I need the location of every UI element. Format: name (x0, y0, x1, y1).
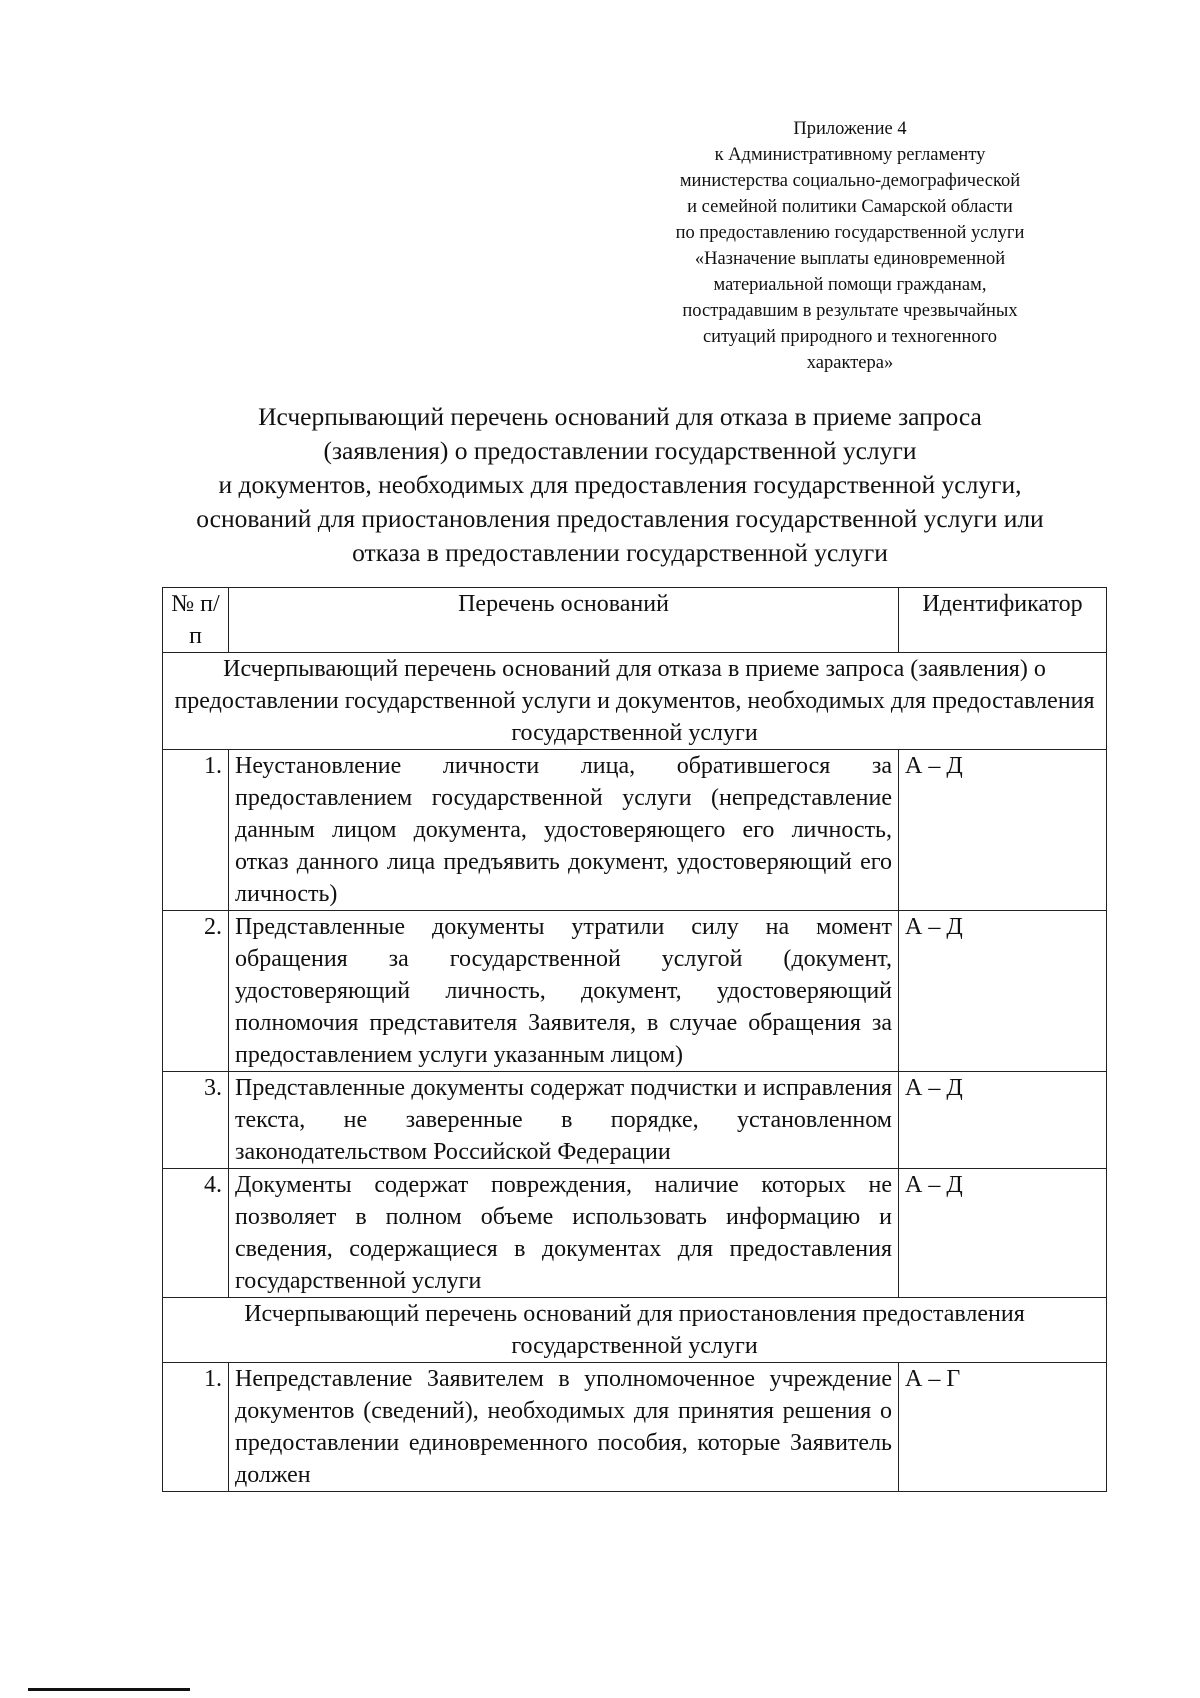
appendix-line: материальной помощи гражданам, (713, 275, 987, 295)
table-row (163, 750, 1107, 911)
table-row (163, 1363, 1107, 1492)
row-ground-text: Неустановление личности лица, обратившегося за предоставлением государственной услуги (непредставление данным лицом документа, удостоверяющего его личность, отказ данного лица предъявить документ, удостоверяющий его личность) (229, 750, 899, 911)
table-row (163, 911, 1107, 1072)
row-number: 2. (163, 911, 229, 1072)
title-line: (заявления) о предоставлении государственной услуги (323, 436, 917, 465)
title-line: отказа в предоставлении государственной услуги (352, 538, 888, 567)
document-title (140, 400, 1100, 570)
row-identifier: А – Г (899, 1363, 1107, 1492)
appendix-line: и семейной политики Самарской области (687, 197, 1013, 217)
title-line: оснований для приостановления предоставления государственной услуги или (196, 504, 1044, 533)
appendix-line: Приложение 4 (793, 119, 907, 139)
row-ground-text: Представленные документы утратили силу на момент обращения за государственной услугой (документ, удостоверяющий личность, документ, удостоверяющий полномочия представителя Заявителя, в случае обращения за предоставлением услуги указанным лицом) (229, 911, 899, 1072)
row-ground-text: Представленные документы содержат подчистки и исправления текста, не заверенные в порядке, установленном законодательством Российской Федерации (229, 1072, 899, 1169)
title-line: Исчерпывающий перечень оснований для отказа в приеме запроса (258, 402, 982, 431)
row-ground-text: Непредставление Заявителем в уполномоченное учреждение документов (сведений), необходимых для принятия решения о предоставлении единовременного пособия, которые Заявитель должен (229, 1363, 899, 1492)
appendix-line: характера» (806, 353, 894, 373)
section-title-refusal-acceptance: Исчерпывающий перечень оснований для отказа в приеме запроса (заявления) о предоставлении государственной услуги и документов, необходимых для предоставления государственной услуги (163, 653, 1107, 750)
section-title-suspension: Исчерпывающий перечень оснований для приостановления предоставления государственной услуги (163, 1298, 1107, 1363)
row-number: 3. (163, 1072, 229, 1169)
title-line: и документов, необходимых для предоставления государственной услуги, (218, 470, 1022, 499)
table-row (163, 1072, 1107, 1169)
row-number: 1. (163, 750, 229, 911)
appendix-line: министерства социально-демографической (679, 171, 1021, 191)
row-ground-text: Документы содержат повреждения, наличие которых не позволяет в полном объеме использовать информацию и сведения, содержащиеся в документах для предоставления государственной услуги (229, 1169, 899, 1298)
appendix-line: «Назначение выплаты единовременной (694, 249, 1006, 269)
section-row (163, 1298, 1107, 1363)
grounds-table (162, 587, 1107, 1492)
table-header-row (163, 588, 1107, 653)
row-identifier: А – Д (899, 911, 1107, 1072)
section-row (163, 653, 1107, 750)
appendix-line: ситуаций природного и техногенного (702, 327, 998, 347)
header-identifier: Идентификатор (899, 588, 1107, 653)
row-number: 1. (163, 1363, 229, 1492)
row-number: 4. (163, 1169, 229, 1298)
appendix-line: по предоставлению государственной услуги (675, 223, 1025, 243)
appendix-block (600, 116, 1100, 376)
row-identifier: А – Д (899, 750, 1107, 911)
row-identifier: А – Д (899, 1072, 1107, 1169)
header-number: № п/п (163, 588, 229, 653)
appendix-line: к Административному регламенту (714, 145, 986, 165)
table-row (163, 1169, 1107, 1298)
appendix-line: пострадавшим в результате чрезвычайных (682, 301, 1018, 321)
footer-rule (28, 1688, 190, 1691)
row-identifier: А – Д (899, 1169, 1107, 1298)
header-grounds: Перечень оснований (229, 588, 899, 653)
